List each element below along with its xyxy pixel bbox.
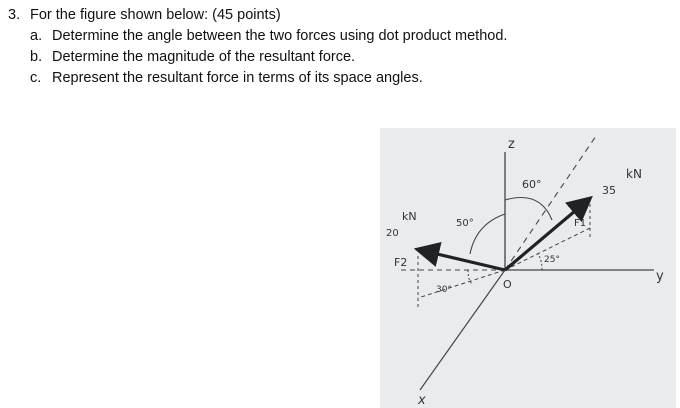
part-letter: c. (30, 70, 42, 86)
part-text: Determine the magnitude of the resultant force. (52, 49, 356, 65)
question-part-b (30, 47, 507, 68)
part-text: Determine the angle between the two forces using dot product method. (52, 28, 508, 44)
part-letter: b. (30, 49, 43, 65)
f1-angle-arc-plane (538, 254, 542, 270)
part-text: Represent the resultant force in terms of its space angles. (52, 70, 423, 86)
question-block (8, 5, 507, 89)
f1-label: F1 (574, 218, 587, 229)
f2-projection (418, 270, 505, 298)
f1-angle-top-label: 60° (522, 178, 542, 191)
question-header (8, 5, 507, 26)
f2-magnitude-label: 20 (386, 228, 399, 239)
question-prompt: For the figure shown below: (45 points) (30, 7, 281, 23)
f1-angle-arc-top (505, 198, 552, 221)
question-part-c (30, 68, 507, 89)
x-axis (420, 270, 505, 390)
origin-label: O (503, 278, 512, 291)
z-axis-label: z (508, 137, 515, 152)
part-letter: a. (30, 28, 43, 44)
force-figure (380, 128, 676, 408)
f2-vector (420, 250, 505, 270)
question-parts (30, 26, 507, 89)
f2-angle-top-label: 50° (456, 218, 474, 229)
x-axis-label: x (418, 393, 426, 408)
f2-label: F2 (394, 256, 408, 269)
question-part-a (30, 26, 507, 47)
f2-unit-label: kN (402, 210, 417, 223)
f2-angle-plane-label: 30° (436, 285, 452, 295)
force-diagram-svg (380, 128, 676, 408)
y-axis-label: y (656, 269, 664, 284)
question-number: 3. (8, 7, 21, 23)
f1-unit-label: kN (626, 167, 642, 181)
f1-angle-plane-label: 25° (544, 255, 560, 265)
f2-angle-arc-top (470, 214, 505, 254)
f1-magnitude-label: 35 (602, 184, 616, 197)
